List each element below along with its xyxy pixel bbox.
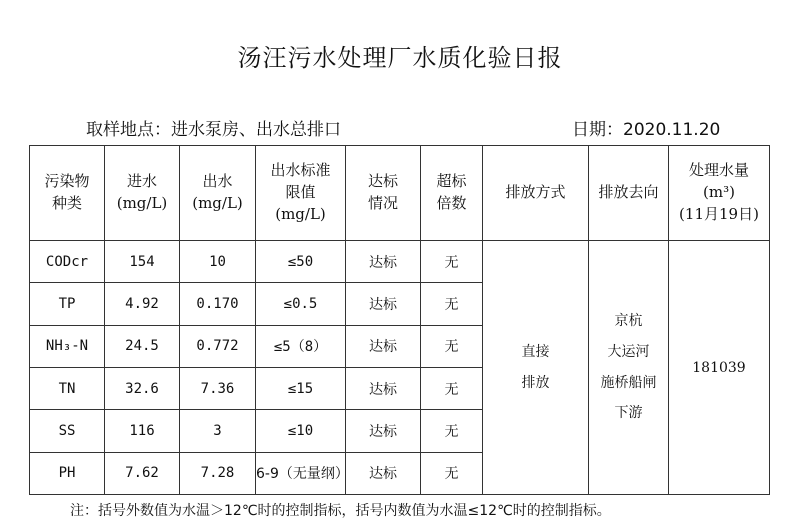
outflow-cell: 10 [180, 241, 256, 283]
status-cell: 达标 [346, 410, 421, 452]
limit-cell: ≤50 [256, 241, 346, 283]
pollutant-cell: CODcr [30, 241, 105, 283]
header-method: 排放方式 [483, 146, 589, 241]
header-limit: 出水标准 限值 (mg/L) [256, 146, 346, 241]
exceed-cell: 无 [421, 283, 483, 325]
pollutant-cell: PH [30, 452, 105, 494]
header-volume: 处理水量 (m³) (11月19日) [669, 146, 770, 241]
inflow-cell: 24.5 [105, 325, 180, 367]
limit-cell: ≤15 [256, 367, 346, 409]
outflow-cell: 7.28 [180, 452, 256, 494]
pollutant-cell: TN [30, 367, 105, 409]
report-date: 日期：2020.11.20 [572, 120, 721, 140]
header-exceed: 超标 倍数 [421, 146, 483, 241]
limit-cell: ≤5（8） [256, 325, 346, 367]
pollutant-cell: NH₃-N [30, 325, 105, 367]
inflow-cell: 116 [105, 410, 180, 452]
limit-cell: 6-9（无量纲） [256, 452, 346, 494]
sampling-location: 取样地点：进水泵房、出水总排口 [86, 120, 341, 140]
inflow-cell: 154 [105, 241, 180, 283]
status-cell: 达标 [346, 367, 421, 409]
exceed-cell: 无 [421, 241, 483, 283]
discharge-destination: 京杭 大运河 施桥船闸 下游 [589, 241, 669, 495]
exceed-cell: 无 [421, 410, 483, 452]
header-destination: 排放去向 [589, 146, 669, 241]
outflow-cell: 3 [180, 410, 256, 452]
outflow-cell: 7.36 [180, 367, 256, 409]
pollutant-cell: SS [30, 410, 105, 452]
status-cell: 达标 [346, 283, 421, 325]
exceed-cell: 无 [421, 325, 483, 367]
exceed-cell: 无 [421, 367, 483, 409]
status-cell: 达标 [346, 452, 421, 494]
header-row [30, 146, 770, 241]
discharge-method: 直接 排放 [483, 241, 589, 495]
inflow-cell: 32.6 [105, 367, 180, 409]
report-title: 汤汪污水处理厂水质化验日报 [237, 44, 563, 72]
header-inflow: 进水 (mg/L) [105, 146, 180, 241]
outflow-cell: 0.772 [180, 325, 256, 367]
inflow-cell: 4.92 [105, 283, 180, 325]
header-status: 达标 情况 [346, 146, 421, 241]
pollutant-cell: TP [30, 283, 105, 325]
treated-volume: 181039 [669, 241, 770, 495]
status-cell: 达标 [346, 325, 421, 367]
header-outflow: 出水 (mg/L) [180, 146, 256, 241]
exceed-cell: 无 [421, 452, 483, 494]
table-row [30, 241, 770, 283]
status-cell: 达标 [346, 241, 421, 283]
footnote: 注：括号外数值为水温＞12℃时的控制指标，括号内数值为水温≤12℃时的控制指标。 [70, 503, 611, 519]
water-quality-table [29, 145, 770, 495]
limit-cell: ≤10 [256, 410, 346, 452]
header-pollutant: 污染物 种类 [30, 146, 105, 241]
outflow-cell: 0.170 [180, 283, 256, 325]
limit-cell: ≤0.5 [256, 283, 346, 325]
inflow-cell: 7.62 [105, 452, 180, 494]
